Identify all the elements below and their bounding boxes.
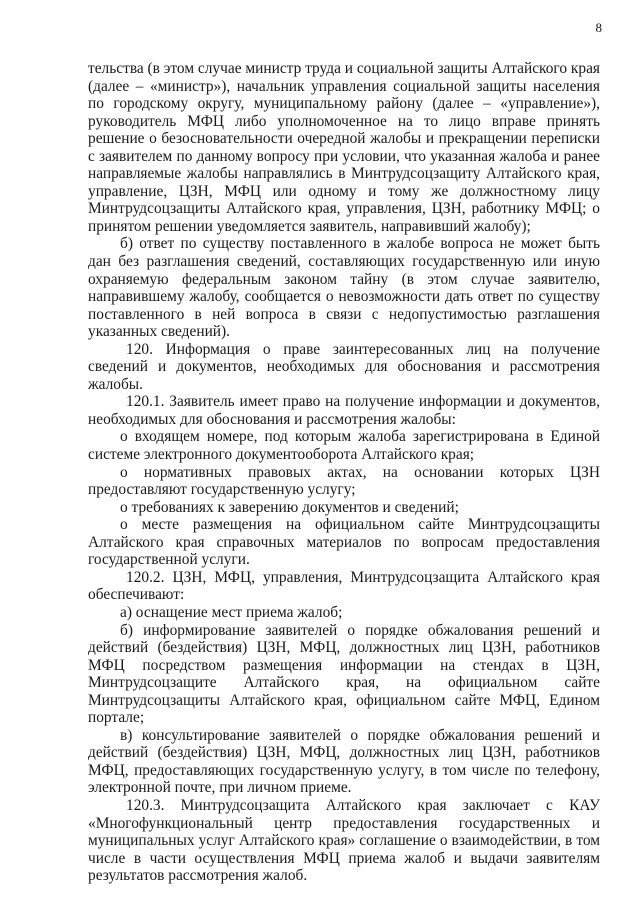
paragraph-120: 120. Информация о праве заинтересованных лиц на получение сведений и документов, необходимых для обоснования и рассмотрения жалобы. (88, 340, 600, 393)
list-item-b: б) информирование заявителей о порядке обжалования решений и действий (бездействия) ЦЗН, МФЦ, должностных лиц ЦЗН, работников МФЦ посредством размещения информации на стендах в ЦЗН, Минтрудсоцзащите Алтайского края, на официальном сайте Минтрудсоцзащиты Алтайского края, официальном сайте МФЦ, Едином портале; (88, 621, 600, 727)
paragraph-120-3: 120.3. Минтрудсоцзащита Алтайского края заключает с КАУ «Многофункциональный центр предоставления государственных и муниципальных услуг Алтайского края» соглашение о взаимодействии, в том числе в части осуществления МФЦ приема жалоб и выдачи заявителям результатов рассмотрения жалоб. (88, 796, 600, 885)
page-number: 8 (595, 20, 602, 35)
list-item-certification-requirements: о требованиях к заверению документов и сведений; (120, 498, 459, 516)
list-item-a: а) оснащение мест приема жалоб; (120, 603, 343, 621)
list-item-legal-acts: о нормативных правовых актах, на основании которых ЦЗН предоставляют государственную услугу; (88, 463, 600, 499)
document-body (88, 60, 600, 885)
paragraph-continuation: тельства (в этом случае министр труда и социальной защиты Алтайского края (далее – «министр»), начальник управления социальной защиты населения по городскому округу, муниципальному району (далее – «управление»), руководитель МФЦ либо уполномоченное на то лицо вправе принять решение о безосновательности очередной жалобы и прекращении переписки с заявителем по данному вопросу при условии, что указанная жалоба и ранее направляемые жалобы направлялись в Минтрудсоцзащиту Алтайского края, управление, ЦЗН, МФЦ или одному и тому же должностному лицу Минтрудсоцзащиты Алтайского края, управления, ЦЗН, работнику МФЦ; о принятом решении уведомляется заявитель, направивший жалобу); (88, 60, 600, 235)
list-item-reference-materials: о месте размещения на официальном сайте Минтрудсоцзащиты Алтайского края справочных материалов по вопросам предоставления государственной услуги. (88, 516, 600, 569)
list-item-v: в) консультирование заявителей о порядке обжалования решений и действий (бездействия) ЦЗН, МФЦ, должностных лиц ЦЗН, работников МФЦ, предоставляющих государственную услугу, в том числе по телефону, электронной почте, при личном приеме. (88, 726, 600, 797)
list-item-incoming-number: о входящем номере, под которым жалоба зарегистрирована в Единой системе электронного документооборота Алтайского края; (88, 428, 600, 464)
paragraph-120-1: 120.1. Заявитель имеет право на получение информации и документов, необходимых для обоснования и рассмотрения жалобы: (88, 393, 600, 428)
paragraph-120-2: 120.2. ЦЗН, МФЦ, управления, Минтрудсоцзащита Алтайского края обеспечивают: (88, 568, 600, 604)
paragraph-item-b: б) ответ по существу поставленного в жалобе вопроса не может быть дан без разглашения сведений, составляющих государственную или иную охраняемую федеральным законом тайну (в этом случае заявителю, направившему жалобу, сообщается о невозможности дать ответ по существу поставленного в ней вопроса в связи с недопустимостью разглашения указанных сведений). (88, 235, 600, 341)
